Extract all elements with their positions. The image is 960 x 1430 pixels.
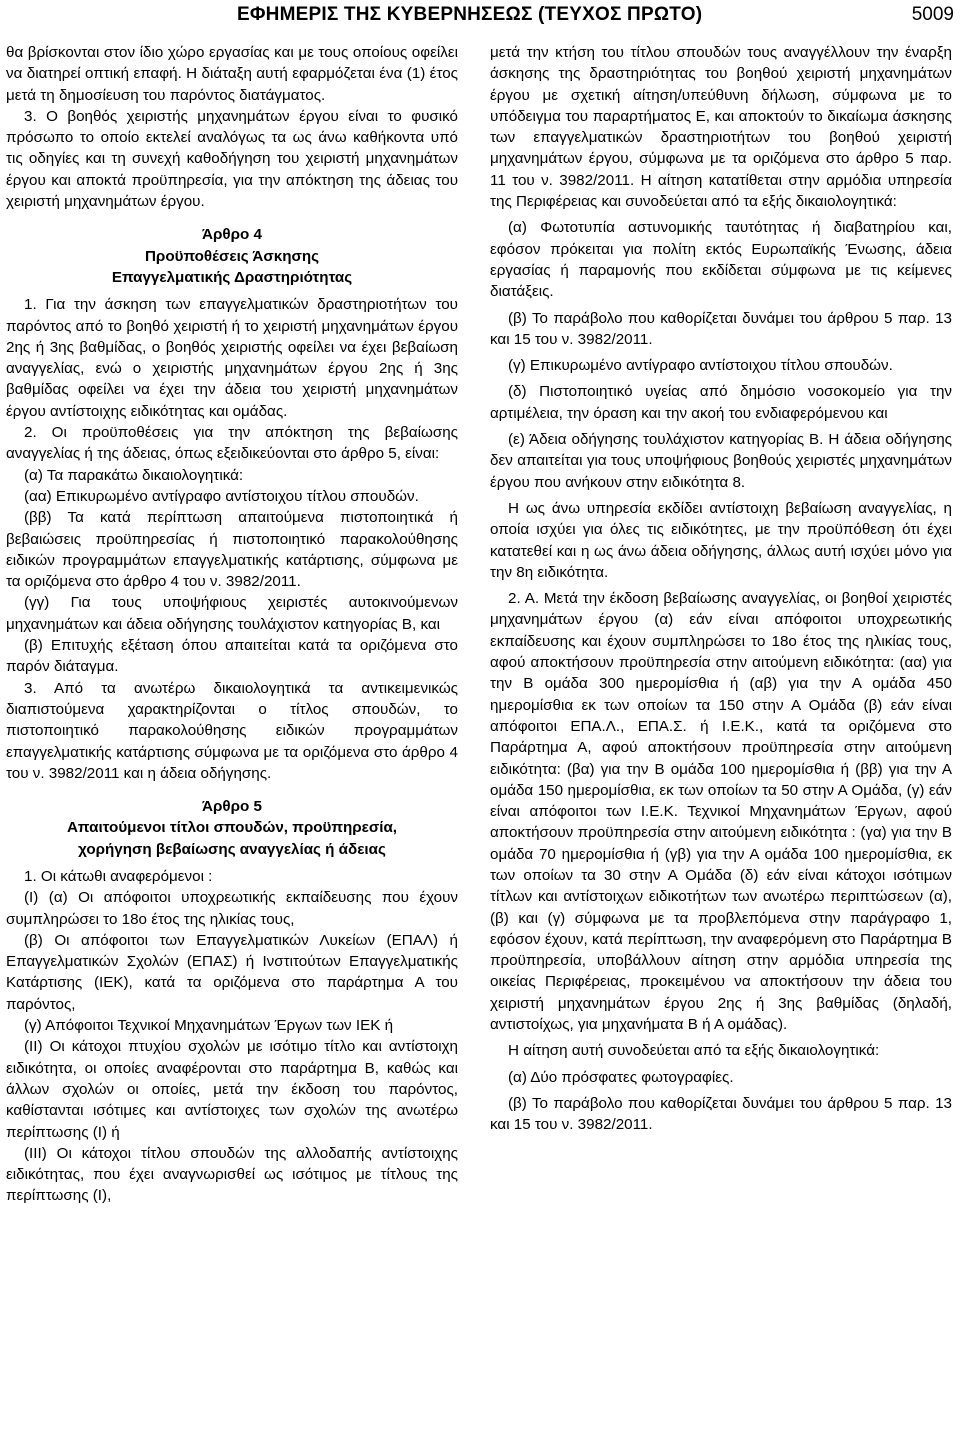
paragraph: Η αίτηση αυτή συνοδεύεται από τα εξής δικαιολογητικά: bbox=[508, 1042, 880, 1060]
paragraph: 2. Α. Μετά την έκδοση βεβαίωσης αναγγελίας, οι βοηθοί χειριστές μηχανημάτων έργου (α) εάν είναι απόφοιτοι υποχρεωτικής εκπαίδευσης και έχουν συμπληρώσει το 18ο έτος της ηλικίας τους, αφού αποκτήσουν προϋπηρεσία στην αιτούμενη ειδικότητα: (αα) για την Β ομάδα 300 ημερομίσθια ή (αβ) για την Α ομάδα 450 ημερομίσθια εκ των οποίων τα 150 στην Α Ομάδα (β) εάν είναι απόφοιτοι ΕΠΑ.Λ., ΕΠΑ.Σ. ή Ι.Ε.Κ., κατά τα οριζόμενα στο Παράρτημα Α, αφού αποκτήσουν προϋπηρεσία στην αιτούμενη ειδικότητα: (βα) για την Β ομάδα 100 ημερομίσθια ή (ββ) για την Α ομάδα 150 ημερομίσθια, εκ των οποίων τα 50 στην Α Ομάδα, (γ) εάν είναι απόφοιτοι των Ι.Ε.Κ. Τεχνικοί Μηχανημάτων Έργων, αφού αποκτήσουν προϋπηρεσία στην αιτούμενη ειδικότητα : (γα) για την Β ομάδα 70 ημερομίσθια ή (γβ) για την Α ομάδα 100 ημερομίσθια, εκ των οποίων τα 30 στην Α Ομάδα (δ) εάν είναι κάτοχοι ισότιμων τίτλων και αντίστοιχων ειδικοτήτων των ανωτέρω περιπτώσεων (α), (β) και (γ) σύμφωνα με τα προβλεπόμενα στην παράγραφο 1, εφόσον έχουν, κατά περίπτωση, την αναφερόμενη στο Παράρτημα Β προϋπηρεσία, υποβάλλουν αίτηση στην αρμόδια υπηρεσία της οικείας Περιφέρειας, προκειμένου να αποκτήσουν την άδεια του χειριστή μηχανημάτων έργου 2ης ή 3ης βαθμίδας (δηλαδή, αντιστοίχως, για μηχανήματα Β ή Α ομάδας). bbox=[490, 590, 952, 1034]
paragraph: 2. Οι προϋποθέσεις για την απόκτηση της βεβαίωσης αναγγελίας ή της άδειας, όπως εξειδικεύονται στο άρθρο 5, είναι: bbox=[6, 424, 458, 463]
article-heading: Άρθρο 4 bbox=[202, 226, 262, 244]
paragraph: (α) Φωτοτυπία αστυνομικής ταυτότητας ή διαβατηρίου και, εφόσον πρόκειται για πολίτη εκτός Ευρωπαϊκής Ένωσης, άδεια εργασίας ή παραμονής που εκδίδεται σύμφωνα με τις κείμενες διατάξεις. bbox=[490, 219, 952, 301]
paragraph: (γγ) Για τους υποψήφιους χειριστές αυτοκινούμενων μηχανημάτων και άδεια οδήγησης τουλάχιστον κατηγορίας Β, και bbox=[6, 594, 458, 633]
paragraph: (ΙΙ) Οι κάτοχοι πτυχίου σχολών με ισότιμο τίτλο και αντίστοιχη ειδικότητα, οι οποίες αναφέρονται στο παράρτημα Β, καθώς και άλλων σχολών οι οποίες, μετά την έκδοση του παρόντος, καθίστανται ισότιμες και αντίστοιχες των σχολών της ανωτέρω περίπτωσης (Ι) ή bbox=[6, 1038, 458, 1141]
paragraph: Η ως άνω υπηρεσία εκδίδει αντίστοιχη βεβαίωση αναγγελίας, η οποία ισχύει για όλες τις ειδικότητες, με την προϋπόθεση ότι έχει κατατεθεί και η ως άνω άδεια οδήγησης, άλλως αυτή ισχύει μόνο για την 8η ειδικότητα. bbox=[490, 499, 952, 581]
paragraph: (αα) Επικυρωμένο αντίγραφο αντίστοιχου τίτλου σπουδών. bbox=[24, 487, 419, 505]
page-header bbox=[0, 0, 960, 30]
paragraph: 1. Για την άσκηση των επαγγελματικών δραστηριοτήτων του παρόντος από το βοηθό χειριστή ή το χειριστή μηχανημάτων έργου 2ης ή 3ης βαθμίδας, ο βοηθός χειριστής οφείλει να έχει βεβαίωση αναγγελίας, ενώ ο χειριστής μηχανημάτων έργου 2ης ή 3ης βαθμίδας οφείλει να έχει την άδεια του χειριστή μηχανημάτων έργου αντίστοιχης ειδικότητας και ομάδας. bbox=[6, 296, 458, 420]
paragraph: (β) Οι απόφοιτοι των Επαγγελματικών Λυκείων (ΕΠΑΛ) ή Επαγγελματικών Σχολών (ΕΠΑΣ) ή Ινστιτούτων Επαγγελματικής Κατάρτισης (ΙΕΚ), κατά τα οριζόμενα στο παράρτημα Α του παρόντος, bbox=[6, 931, 458, 1013]
paragraph: (Ι) (α) Οι απόφοιτοι υποχρεωτικής εκπαίδευσης που έχουν συμπληρώσει το 18ο έτος της ηλικίας τους, bbox=[6, 889, 458, 928]
paragraph: μετά την κτήση του τίτλου σπουδών τους αναγγέλλουν την έναρξη άσκησης της δραστηριότητας του βοηθού χειριστή μηχανημάτων έργου με σχετική αίτηση/υπεύθυνη δήλωση, σύμφωνα με το υπόδειγμα του παραρτήματος Ε, και αποκτούν το δικαίωμα άσκησης των επαγγελματικών δραστηριοτήτων του βοηθού χειριστή μηχανημάτων έργου, σύμφωνα με τα οριζόμενα στο άρθρο 5 παρ. 11 του ν. 3982/2011. Η αίτηση κατατίθεται στην αρμόδια υπηρεσία της Περιφέρειας και συνοδεύεται από τα εξής δικαιολογητικά: bbox=[490, 44, 952, 211]
paragraph: (δ) Πιστοποιητικό υγείας από δημόσιο νοσοκομείο για την αρτιμέλεια, την όραση και την ακοή του ενδιαφερόμενου και bbox=[490, 383, 952, 422]
right-column bbox=[490, 42, 952, 1136]
paragraph: (γ) Απόφοιτοι Τεχνικοί Μηχανημάτων Έργων των ΙΕΚ ή bbox=[24, 1017, 394, 1035]
paragraph: (ββ) Τα κατά περίπτωση απαιτούμενα πιστοποιητικά ή βεβαιώσεις προϋπηρεσίας ή πιστοποιητικό παρακολούθησης ειδικών προγραμμάτων επαγγελματικής κατάρτισης, σύμφωνα με τα οριζόμενα στο άρθρο 4 του ν. 3982/2011. bbox=[6, 509, 458, 591]
article-heading: Προϋποθέσεις Άσκησης bbox=[144, 247, 320, 265]
left-column bbox=[6, 42, 458, 1207]
paragraph: (γ) Επικυρωμένο αντίγραφο αντίστοιχου τίτλου σπουδών. bbox=[508, 357, 893, 375]
paragraph: (ε) Άδεια οδήγησης τουλάχιστον κατηγορίας Β. Η άδεια οδήγησης δεν απαιτείται για τους υποψήφιους βοηθούς χειριστές μηχανημάτων έργου που ανήκουν στην ειδικότητα 8. bbox=[490, 431, 952, 491]
gazette-title: ΕΦΗΜΕΡΙΣ ΤΗΣ ΚΥΒΕΡΝΗΣΕΩΣ (ΤΕΥΧΟΣ ΠΡΩΤΟ) bbox=[237, 4, 703, 25]
paragraph: 3. Ο βοηθός χειριστής μηχανημάτων έργου είναι το φυσικό πρόσωπο το οποίο εκτελεί αναλόγως τα ως άνω καθήκοντα υπό τις οδηγίες και τη συνεχή καθοδήγηση του χειριστή μηχανημάτων έργου και αποκτά προϋπηρεσία, για την απόκτηση της άδειας του χειριστή μηχανημάτων έργου. bbox=[6, 107, 458, 211]
article-heading: Επαγγελματικής Δραστηριότητας bbox=[111, 268, 353, 286]
paragraph: (β) Το παράβολο που καθορίζεται δυνάμει του άρθρου 5 παρ. 13 και 15 του ν. 3982/2011. bbox=[490, 1094, 952, 1134]
paragraph: θα βρίσκονται στον ίδιο χώρο εργασίας και με τους οποίους οφείλει να διατηρεί οπτική επαφή. Η διάταξη αυτή εφαρμόζεται ένα (1) έτος μετά τη δημοσίευση του παρόντος διατάγματος. bbox=[6, 44, 458, 104]
article-heading: Απαιτούμενοι τίτλοι σπουδών, προϋπηρεσία, bbox=[66, 819, 398, 837]
article-heading: χορήγηση βεβαίωσης αναγγελίας ή άδειας bbox=[78, 840, 386, 858]
paragraph: (β) Επιτυχής εξέταση όπου απαιτείται κατά τα οριζόμενα στο παρόν διάταγμα. bbox=[6, 637, 458, 676]
paragraph: (α) Τα παρακάτω δικαιολογητικά: bbox=[24, 466, 244, 484]
paragraph: (α) Δύο πρόσφατες φωτογραφίες. bbox=[508, 1068, 734, 1086]
paragraph: 1. Οι κάτωθι αναφερόμενοι : bbox=[24, 867, 213, 885]
paragraph: (ΙΙΙ) Οι κάτοχοι τίτλου σπουδών της αλλοδαπής αντίστοιχης ειδικότητας, που έχει αναγνωρισθεί ως ισότιμος με τίτλους της περίπτωσης (Ι), bbox=[6, 1144, 458, 1205]
article-heading: Άρθρο 5 bbox=[202, 798, 262, 816]
page-number: 5009 bbox=[911, 4, 954, 25]
paragraph: 3. Από τα ανωτέρω δικαιολογητικά τα αντικειμενικώς διαπιστούμενα χαρακτηρίζονται ο τίτλος σπουδών, το πιστοποιητικό παρακολούθησης ειδικών προγραμμάτων επαγγελματικής κατάρτισης σύμφωνα με τα οριζόμενα στο άρθρο 4 του ν. 3982/2011 και η άδεια οδήγησης. bbox=[6, 679, 458, 782]
paragraph: (β) Το παράβολο που καθορίζεται δυνάμει του άρθρου 5 παρ. 13 και 15 του ν. 3982/2011. bbox=[490, 309, 952, 348]
